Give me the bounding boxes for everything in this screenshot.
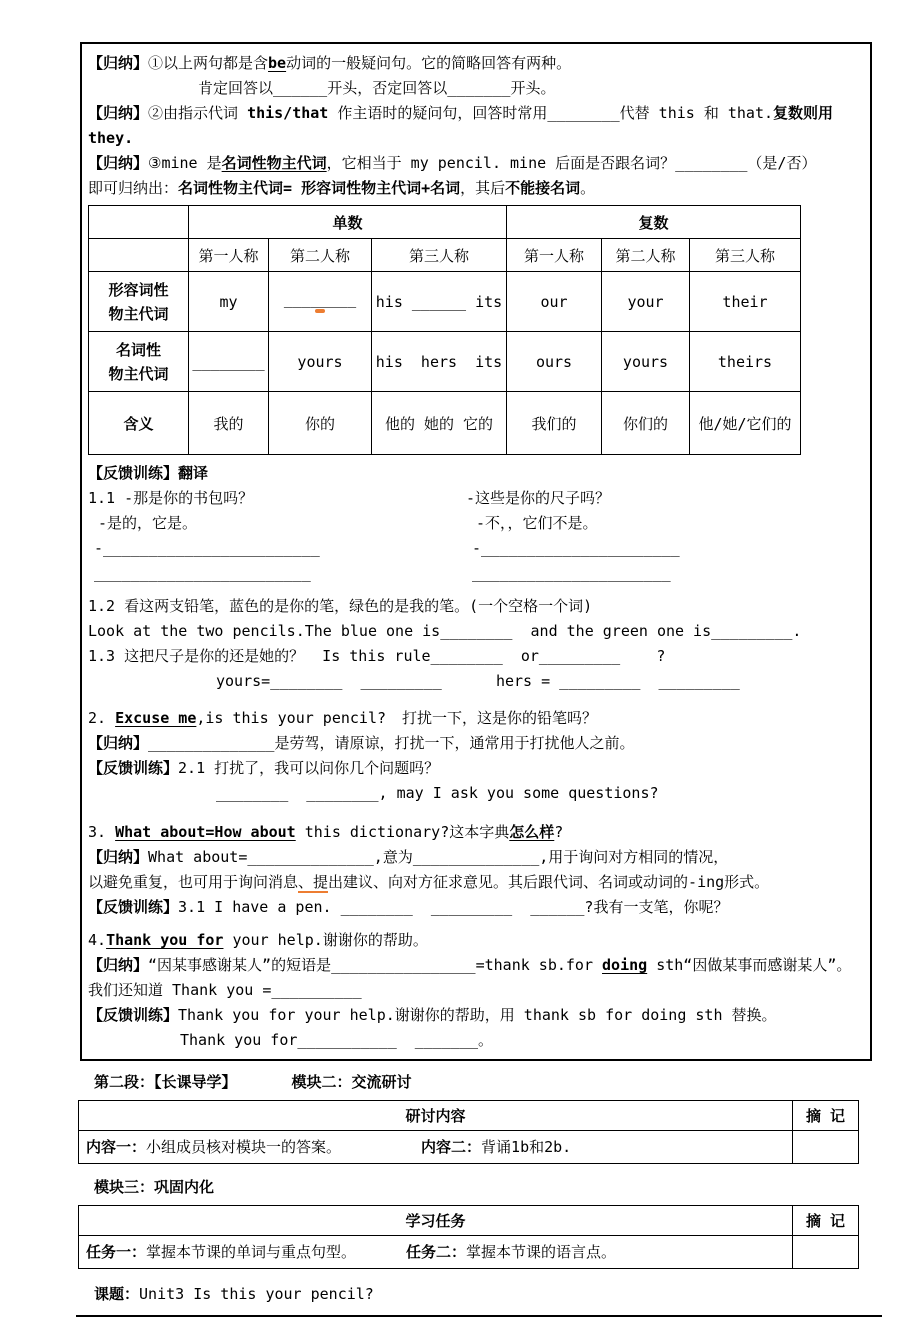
person-header: 第二人称: [269, 239, 372, 272]
key-term-thank-you-for: Thank you for: [106, 931, 224, 949]
summary-tag: 【归纳】: [88, 956, 149, 974]
summary-tag: 【归纳】: [88, 848, 149, 866]
key-term-what-about: What about=How about: [115, 823, 296, 841]
en-text: your help.: [223, 931, 323, 949]
en-text: this dictionary?: [295, 823, 450, 841]
row-label-line: 名词性: [115, 340, 161, 359]
item-label: 任务二：: [406, 1243, 467, 1261]
translation-row-blank1: [88, 536, 862, 561]
en-text: Thank you for your help.: [178, 1006, 395, 1024]
equivalence-line: yours=________ _________ hers = _________ _________: [216, 672, 740, 690]
blank-underline: ______: [273, 79, 328, 97]
feedback-tag: 【反馈训练】: [88, 464, 179, 482]
summary3-line1: [88, 151, 862, 176]
cn-text: 打扰一下，这是你的铅笔吗？: [402, 709, 598, 727]
text-run: （是/否）: [747, 154, 817, 172]
blank-answer-line: ________________________: [94, 564, 311, 582]
text-run: 出建议、向对方征求意见。其后跟代词、名词或动词的-ing形式。: [328, 873, 770, 891]
table-header-row: [79, 1101, 859, 1131]
task-content: [79, 1236, 793, 1269]
blank-answer-line: -______________________: [472, 539, 680, 557]
question-1-2-english: Look at the two pencils.The blue one is________ and the green one is_________.: [88, 622, 802, 640]
feedback-tag: 【反馈训练】: [88, 1006, 179, 1024]
text-run: ，其后: [460, 179, 506, 197]
empty-cell: [89, 239, 189, 272]
stray-orange-mark-icon: [315, 309, 325, 313]
text-run: ?: [554, 823, 564, 841]
discussion-header: 研讨内容: [79, 1101, 793, 1131]
item-label: 任务一：: [86, 1243, 147, 1261]
person-header-row: [89, 239, 801, 272]
blank-underline: ______________: [247, 848, 374, 866]
text-run: sth“因做某事而感谢某人”。 我们还知道 Thank you =: [88, 956, 852, 999]
summary3-line2: [88, 176, 862, 201]
cn-text: 谢谢你的帮助。: [322, 931, 428, 949]
item-text: 背诵1b和2b.: [481, 1138, 572, 1156]
module3-title: 模块三：巩固内化: [94, 1178, 215, 1196]
discussion-content: [79, 1131, 793, 1164]
row-label-line: 形容词性: [108, 280, 169, 299]
pronoun-cell: ours: [507, 332, 602, 392]
blank-underline: ______________: [148, 734, 275, 752]
en-text: 3.1 I have a pen. ________ _________ ______?: [178, 898, 594, 916]
summary2-paragraph: [88, 101, 862, 151]
bold-note: 复数则用 they.: [88, 104, 834, 147]
module2-table: [78, 1100, 859, 1164]
item-label: 内容一：: [86, 1138, 147, 1156]
blank-answer-line: -________________________: [94, 539, 320, 557]
question-left: 1.1 -那是你的书包吗？: [88, 489, 254, 507]
item-number: 2.: [88, 709, 116, 727]
point4-answer-line: Thank you for___________ _______。: [180, 1031, 494, 1049]
note-header: 摘 记: [793, 1101, 859, 1131]
module2-heading: [80, 1069, 872, 1095]
row-label: 含义: [89, 392, 189, 455]
point3-summary-line2: [88, 870, 862, 895]
main-content-box: [80, 42, 872, 1061]
topic-title: Unit3 Is this your pencil?: [139, 1285, 374, 1303]
translation-row-a1: [88, 511, 862, 536]
row-label-line: 物主代词: [108, 304, 169, 323]
en-text: ,is this your pencil?: [196, 709, 387, 727]
module3-table: [78, 1205, 859, 1269]
pronoun-cell: their: [690, 272, 801, 332]
item-number: 4.: [88, 931, 107, 949]
text-run: ③mine 是: [148, 154, 222, 172]
en-text: =thank sb.for: [475, 956, 603, 974]
text-run: 开头。: [510, 79, 556, 97]
feedback-tag: 【反馈训练】: [88, 898, 179, 916]
question-1-2: 1.2 看这两支铅笔，蓝色的是你的笔，绿色的是我的笔。(一个空格一个词): [88, 597, 593, 615]
text-run: “因某事感谢某人”的短语是: [148, 956, 332, 974]
key-term-how: 怎么样: [509, 823, 555, 841]
text-run: 是劳驾，请原谅，打扰一下，通常用于打扰他人之前。: [274, 734, 635, 752]
pronoun-cell: your: [602, 272, 690, 332]
blank-underline: ________: [675, 154, 748, 172]
text-run: ,用于询问对方相同的情况，: [539, 848, 729, 866]
pronoun-cell: our: [507, 272, 602, 332]
row-label: [89, 332, 189, 392]
table-header-row: [79, 1206, 859, 1236]
key-term-doing: doing: [602, 956, 648, 974]
pronoun-cell: his ______ its: [372, 272, 507, 332]
person-header: 第三人称: [372, 239, 507, 272]
summary1-line2: [88, 76, 862, 101]
item-number: 3.: [88, 823, 116, 841]
key-term-excuse-me: Excuse me: [115, 709, 197, 727]
answer-left: -是的，它是。: [98, 514, 198, 532]
person-header: 第二人称: [602, 239, 690, 272]
item-text: 掌握本节课的单词与重点句型。: [146, 1243, 357, 1261]
pronoun-cell: [189, 332, 269, 392]
note-cell: [793, 1236, 859, 1269]
blank-underline: ________: [192, 352, 265, 371]
question-right: -这些是你的尺子吗？: [466, 489, 611, 507]
text-run: ，它相当于 my pencil. mine 后面是否跟名词？: [326, 154, 676, 172]
summary-tag: 【归纳】: [88, 734, 149, 752]
blank-underline: ________: [283, 290, 357, 308]
cn-text: 1.3 这把尺子是你的还是她的？: [88, 647, 305, 665]
summary1-line1: [88, 51, 862, 76]
blank-answer-line: ______________________: [472, 564, 671, 582]
summary-tag: 【归纳】: [88, 104, 149, 122]
task-header: 学习任务: [79, 1206, 793, 1236]
blank-underline: __________: [271, 981, 362, 999]
pronoun-cell: yours: [602, 332, 690, 392]
orange-squiggle-text: 、提: [298, 873, 329, 891]
item-text: 掌握本节课的语言点。: [466, 1243, 617, 1261]
text-run: 2.1 打扰了，我可以问你几个问题吗？: [178, 759, 440, 777]
translation-row-q1: [88, 486, 862, 511]
row-label: [89, 272, 189, 332]
pronoun-cell: yours: [269, 332, 372, 392]
point3-feedback: [88, 895, 862, 920]
blank-underline: _______: [447, 79, 511, 97]
meaning-cell: 你们的: [602, 392, 690, 455]
person-header: 第一人称: [189, 239, 269, 272]
text-run: 。: [580, 179, 596, 197]
text-run: 以避免重复，也可用于询问消息: [88, 873, 299, 891]
question-1-3: [88, 644, 862, 669]
text-run: 动词的一般疑问句。它的简略回答有两种。: [286, 54, 572, 72]
text-run: ②由指示代词: [148, 104, 248, 122]
feedback-tag: 【反馈训练】: [88, 759, 179, 777]
feedback1-title: [88, 461, 862, 486]
bold-note: 不能接名词: [505, 179, 581, 197]
module2-title: 模块二：交流研讨: [291, 1073, 412, 1091]
person-header: 第三人称: [690, 239, 801, 272]
adjective-pronoun-row: [89, 272, 801, 332]
text-run: 代替 this 和 that.: [619, 104, 774, 122]
cn-text: 谢谢你的帮助，用 thank sb for doing sth 替换。: [394, 1006, 777, 1024]
row-label-line: 物主代词: [108, 364, 169, 383]
table-content-row: [79, 1131, 859, 1164]
point4-feedback: [88, 1003, 862, 1028]
en-text: Is this rule________ or_________ ?: [304, 647, 666, 665]
empty-cell: [89, 206, 189, 239]
summary-tag: 【归纳】: [88, 154, 149, 172]
pronoun-cell: his hers its: [372, 332, 507, 392]
footer-topic-line: [76, 1279, 882, 1317]
point2-answer-line: ________ ________, may I ask you some questions?: [216, 784, 659, 802]
cn-text: 我有一支笔，你呢？: [593, 898, 729, 916]
point4-summary: [88, 953, 862, 1003]
person-header: 第一人称: [507, 239, 602, 272]
feedback-subtitle: 翻译: [178, 464, 209, 482]
translation-row-blank2: [88, 561, 862, 586]
pronoun-cell: theirs: [690, 332, 801, 392]
topic-label: 课题：: [94, 1285, 140, 1303]
text-run: 即可归纳出：: [88, 179, 179, 197]
key-term-be: be: [268, 54, 287, 72]
meaning-cell: 我们的: [507, 392, 602, 455]
meaning-cell: 他的 她的 它的: [372, 392, 507, 455]
key-term-noun-pronoun: 名词性物主代词: [221, 154, 327, 172]
pronoun-cell: [269, 272, 372, 332]
note-header: 摘 记: [793, 1206, 859, 1236]
item-text: 小组成员核对模块一的答案。: [146, 1138, 342, 1156]
point3-summary-line1: [88, 845, 862, 870]
meaning-cell: 他/她/它们的: [690, 392, 801, 455]
table-header-row: [89, 206, 801, 239]
text-run: 开头，否定回答以: [327, 79, 448, 97]
pronoun-table: [88, 205, 801, 455]
text-run: ,意为: [373, 848, 413, 866]
meaning-row: [89, 392, 801, 455]
plural-header: 复数: [507, 206, 801, 239]
blank-underline: ________________: [331, 956, 476, 974]
meaning-cell: 我的: [189, 392, 269, 455]
rule-text: 名词性物主代词= 形容词性物主代词+名词: [178, 179, 461, 197]
text-run: ①以上两句都是含: [148, 54, 269, 72]
summary-tag: 【归纳】: [88, 54, 149, 72]
item-label: 内容二：: [421, 1138, 482, 1156]
stage-label: 第二段：【长课导学】: [94, 1073, 237, 1091]
text-run: 作主语时的疑问句，回答时常用: [328, 104, 548, 122]
noun-pronoun-row: [89, 332, 801, 392]
table-content-row: [79, 1236, 859, 1269]
point2-sentence: [88, 706, 862, 731]
module3-heading: [80, 1174, 872, 1200]
point2-summary: [88, 731, 862, 756]
text-run: 肯定回答以: [198, 79, 274, 97]
pronoun-cell: my: [189, 272, 269, 332]
meaning-cell: 你的: [269, 392, 372, 455]
answer-right: -不，，它们不是。: [476, 514, 598, 532]
point2-feedback: [88, 756, 862, 781]
point3-sentence: [88, 820, 862, 845]
blank-underline: ______________: [412, 848, 540, 866]
note-cell: [793, 1131, 859, 1164]
singular-header: 单数: [189, 206, 507, 239]
cn-text: 这本字典: [449, 823, 510, 841]
key-term-thisthat: this/that: [247, 104, 329, 122]
blank-underline: ________: [547, 104, 620, 122]
en-text: What about=: [148, 848, 248, 866]
point4-sentence: [88, 928, 862, 953]
